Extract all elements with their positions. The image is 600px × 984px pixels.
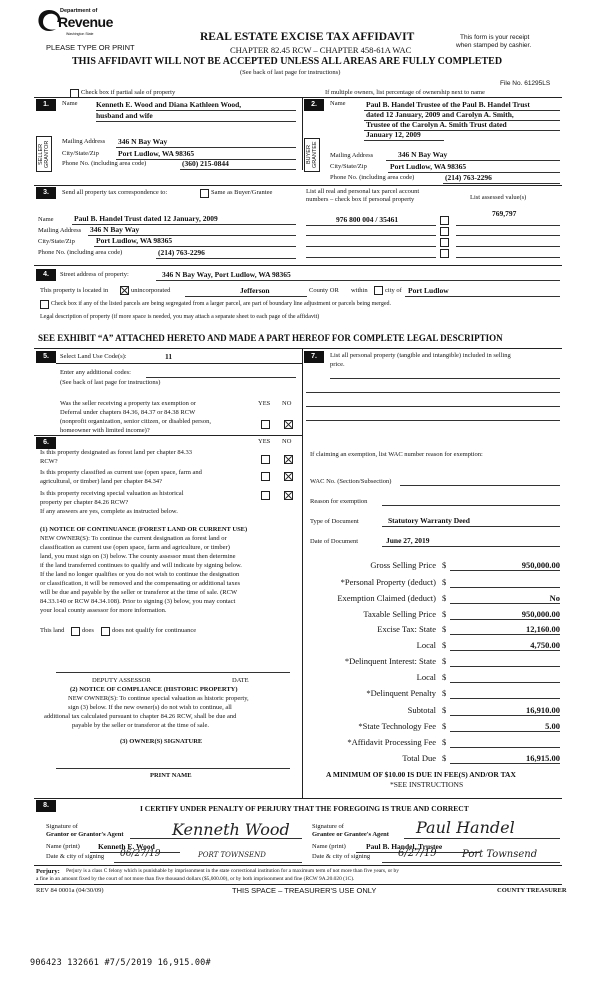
doc-date-label: Date of Document <box>310 538 359 545</box>
seller-city: Port Ludlow, WA 98365 <box>118 149 195 158</box>
exempt-yes-checkbox[interactable] <box>261 420 270 429</box>
receipt-line1: This form is your receipt <box>460 34 530 41</box>
section-5-label: 5. <box>36 351 56 363</box>
personal-prop-line1: List all personal property (tangible and intangible) included in selling <box>330 352 511 359</box>
notice1-line5: If the land no longer qualifies or you do not wish to continue the designation <box>40 571 240 578</box>
historic-q-line1: Is this property receiving special valuation as historical <box>40 490 184 497</box>
tax-value-local: 4,750.00 <box>530 640 560 650</box>
see-back-note: (See back of last page for instructions) <box>240 69 341 76</box>
section-1-label: 1. <box>36 99 56 111</box>
buyer-phone-label: Phone No. (including area code) <box>330 174 415 181</box>
buyer-city: Port Ludlow, WA 98365 <box>390 162 467 171</box>
personal-prop-line2: price. <box>330 361 345 368</box>
tax-value-taxable: 950,000.00 <box>521 609 560 619</box>
tax-label-local: Local <box>416 640 436 650</box>
parcel-header-1: List all real and personal tax parcel account <box>306 188 420 195</box>
tax-dollar-gross: $ <box>442 560 447 570</box>
grantor-date-label: Date & city of signing <box>46 853 105 860</box>
please-type: PLEASE TYPE OR PRINT <box>46 43 135 52</box>
buyer-name-line1: Paul B. Handel Trustee of the Paul B. Handel Trust <box>366 100 530 109</box>
logo-state: Washington State <box>66 32 94 36</box>
tax-value-state: 12,160.00 <box>526 624 560 634</box>
tax-label-delinq-state: *Delinquent Interest: State <box>344 656 436 666</box>
s3-name: Paul B. Handel Trust dated 12 January, 2009 <box>74 214 218 223</box>
seller-city-label: City/State/Zip <box>62 150 99 157</box>
send-correspondence-label: Send all property tax correspondence to: <box>62 189 168 196</box>
perjury-line1: Perjury is a class C felony which is punishable by imprisonment in the state correctional institution for a maximum term of not more than five years, or by <box>66 868 399 874</box>
tax-label-total: Total Due <box>402 753 436 763</box>
same-as-buyer-label: Same as Buyer/Grantee <box>211 189 273 196</box>
treasurer-stamp: 906423 132661 #7/5/2019 16,915.00# <box>30 958 211 968</box>
tax-label-subtotal: Subtotal <box>407 705 436 715</box>
tax-dollar-delinq-state: $ <box>442 656 447 666</box>
grantor-name-label: Name (print) <box>46 843 80 850</box>
section-3-label: 3. <box>36 187 56 199</box>
file-number: File No. 61295LS <box>500 80 551 87</box>
county-name: Jefferson <box>240 286 270 295</box>
seller-name-label: Name <box>62 100 78 107</box>
tax-value-gross: 950,000.00 <box>521 560 560 570</box>
doc-type-label: Type of Document <box>310 518 359 525</box>
forest-yes-checkbox[interactable] <box>261 455 270 464</box>
if-yes-note: If any answers are yes, complete as instructed below. <box>40 508 178 515</box>
notice1-line7: will be due and payable by the seller or transferor at the time of sale. (RCW <box>40 589 238 596</box>
s3-name-label: Name <box>38 216 54 223</box>
see-instructions-note: *SEE INSTRUCTIONS <box>390 780 464 789</box>
section-6-label: 6. <box>36 437 56 449</box>
seller-address-label: Mailing Address <box>62 138 106 145</box>
notice1-line3: land, you must sign on (3) below. The county assessor must then determine <box>40 553 236 560</box>
grantee-city: Port Townsend <box>462 849 538 860</box>
county-or-label: County OR <box>309 287 339 294</box>
grantor-sig-label-2: Grantor or Grantor's Agent <box>46 831 124 838</box>
street-label: Street address of property: <box>60 271 129 278</box>
assessed-value: 769,797 <box>492 209 517 218</box>
tax-dollar-local: $ <box>442 640 447 650</box>
unincorporated-checkbox[interactable] <box>120 286 129 295</box>
wac-claim-label: If claiming an exemption, list WAC number reason for exemption: <box>310 451 483 458</box>
section-7-label: 7. <box>304 351 324 363</box>
this-land-label: This land <box>40 627 65 634</box>
parcel-personal-checkbox-1[interactable] <box>440 216 449 225</box>
seller-address: 346 N Bay Way <box>118 137 168 146</box>
land-does-not-checkbox[interactable] <box>101 627 110 636</box>
warning-banner: THIS AFFIDAVIT WILL NOT BE ACCEPTED UNLESS ALL AREAS ARE FULLY COMPLETED <box>72 56 503 67</box>
form-subtitle: CHAPTER 82.45 RCW – CHAPTER 458-61A WAC <box>230 45 412 55</box>
grantor-date: 06/27/19 <box>120 849 161 859</box>
city-of-label: city of <box>385 287 402 294</box>
notice1-line9: your local county assessor for more information. <box>40 607 167 614</box>
grantee-date: 6/27/19 <box>398 848 437 859</box>
seller-side-label: SELLER GRANTOR <box>38 140 50 168</box>
s3-city: Port Ludlow, WA 98365 <box>96 236 173 245</box>
s3-phone: (214) 763-2296 <box>158 248 205 257</box>
tax-dollar-state: $ <box>442 624 447 634</box>
exempt-q1: Was the seller receiving a property tax exemption or <box>60 400 196 407</box>
tax-dollar-affidavit: $ <box>442 737 447 747</box>
print-name-label: PRINT NAME <box>150 772 192 779</box>
s3-address: 346 N Bay Way <box>90 225 140 234</box>
tax-label-gross: Gross Selling Price <box>370 560 436 570</box>
tax-dollar-delinq-local: $ <box>442 672 447 682</box>
wac-number-label: WAC No. (Section/Subsection) <box>310 478 392 485</box>
section-4-label: 4. <box>36 269 56 281</box>
unincorporated-label: unincorporated <box>131 287 171 294</box>
county-treasurer-label: COUNTY TREASURER <box>497 887 567 894</box>
notice2-line4: payable by the seller or transferor at the time of sale. <box>72 722 209 729</box>
seller-name-line2: husband and wife <box>96 111 153 120</box>
s6-no: NO <box>282 438 292 445</box>
notice1-line2: classification as current use (open space, farm and agriculture, or timber) <box>40 544 230 551</box>
land-does-label: does <box>82 627 94 634</box>
buyer-name-line3: Trustee of the Carolyn A. Smith Trust dated <box>366 120 507 129</box>
certify-statement: I CERTIFY UNDER PENALTY OF PERJURY THAT THE FOREGOING IS TRUE AND CORRECT <box>140 804 469 813</box>
tax-label-personal: *Personal Property (deduct) <box>340 577 436 587</box>
tax-dollar-tech: $ <box>442 721 447 731</box>
s3-address-label: Mailing Address <box>38 227 82 234</box>
buyer-address-label: Mailing Address <box>330 152 374 159</box>
legal-desc-label: Legal description of property (if more space is needed, you may attach a separate sheet to each page of the affidavit) <box>40 314 320 320</box>
s3-phone-label: Phone No. (including area code) <box>38 249 123 256</box>
notice2-line2: sign (3) below. If the new owner(s) do not wish to continue, all <box>68 704 232 711</box>
perjury-label: Perjury: <box>36 868 60 875</box>
tax-value-tech: 5.00 <box>545 721 560 731</box>
receipt-line2: when stamped by cashier. <box>456 42 532 49</box>
current-use-q-line1: Is this property classified as current use (open space, farm and <box>40 469 202 476</box>
tax-label-state: Excise Tax: State <box>377 624 436 634</box>
exempt-q4: homeowner with limited income)? <box>60 427 150 434</box>
tax-dollar-total: $ <box>442 753 447 763</box>
exempt-no-checkbox[interactable] <box>284 420 293 429</box>
dor-logo <box>36 6 113 40</box>
parcel-personal-checkbox-2[interactable] <box>440 227 449 236</box>
notice2-line1: NEW OWNER(S): To continue special valuation as historic property, <box>68 695 249 702</box>
rev-number: REV 84 0001a (04/30/09) <box>36 887 104 894</box>
grantee-date-label: Date & city of signing <box>312 853 371 860</box>
buyer-address: 346 N Bay Way <box>398 150 448 159</box>
current-use-yes-checkbox[interactable] <box>261 472 270 481</box>
seller-phone-label: Phone No. (including area code) <box>62 160 147 167</box>
historic-no-checkbox[interactable] <box>284 491 293 500</box>
notice1-line6: or classification, it will be removed and the compensating or additional taxes <box>40 580 240 587</box>
doc-type: Statutory Warranty Deed <box>388 516 470 525</box>
grantee-sig-label-2: Grantee or Grantee's Agent <box>312 831 389 838</box>
buyer-name-line2: dated 12 January, 2009 and Carolyn A. Smith, <box>366 110 514 119</box>
same-as-buyer-checkbox[interactable] <box>200 189 209 198</box>
tax-dollar-taxable: $ <box>442 609 447 619</box>
s5-no: NO <box>282 400 292 407</box>
tax-label-delinq-local: Local <box>416 672 436 682</box>
grantor-signature: Kenneth Wood <box>172 820 290 839</box>
notice1-line8: 84.33.140 or RCW 84.34.108). Prior to signing (3) below, you may contact <box>40 598 236 605</box>
buyer-phone: (214) 763-2296 <box>445 173 492 182</box>
grantor-sig-label-1: Signature of <box>46 823 78 830</box>
seller-name-line1: Kenneth E. Wood and Diana Kathleen Wood, <box>96 100 242 109</box>
s5-yes: YES <box>258 400 271 407</box>
notice1-line1: NEW OWNER(S): To continue the current designation as forest land or <box>40 535 227 542</box>
notice2-line3: additional tax calculated pursuant to chapter 84.26 RCW, shall be due and <box>44 713 237 720</box>
buyer-name-line4: January 12, 2009 <box>366 130 421 139</box>
exemption-reason-label: Reason for exemption <box>310 498 368 505</box>
notice2-title: (2) NOTICE OF COMPLIANCE (HISTORIC PROPERTY) <box>70 686 238 693</box>
parcel-personal-checkbox-4[interactable] <box>440 249 449 258</box>
grantor-name: Kenneth E. Wood <box>98 842 155 851</box>
buyer-side-label: BUYER GRANTEE <box>306 141 318 169</box>
tax-label-taxable: Taxable Selling Price <box>363 609 436 619</box>
tax-dollar-subtotal: $ <box>442 705 447 715</box>
tax-label-tech: *State Technology Fee <box>358 721 436 731</box>
exhibit-statement: SEE EXHIBIT “A” ATTACHED HERETO AND MADE A PART HEREOF FOR COMPLETE LEGAL DESCRIPTION <box>38 333 503 343</box>
notice1-title: (1) NOTICE OF CONTINUANCE (FOREST LAND OR CURRENT USE) <box>40 526 248 533</box>
buyer-city-label: City/State/Zip <box>330 163 367 170</box>
tax-dollar-exempt: $ <box>442 593 447 603</box>
tax-value-subtotal: 16,910.00 <box>526 705 560 715</box>
tax-dollar-penalty: $ <box>442 688 447 698</box>
segregated-checkbox[interactable] <box>40 300 49 309</box>
current-use-no-checkbox[interactable] <box>284 472 293 481</box>
tax-label-affidavit: *Affidavit Processing Fee <box>347 737 436 747</box>
buyer-side-bar <box>304 138 320 172</box>
additional-codes-label: Enter any additional codes: <box>60 369 131 376</box>
tax-value-total: 16,915.00 <box>526 753 560 763</box>
tax-dollar-personal: $ <box>442 577 447 587</box>
within-label: within <box>351 287 368 294</box>
segregated-label: Check box if any of the listed parcels are being segregated from a larger parcel, are part of boundary line adjustment or parcels being merged. <box>51 301 391 307</box>
doc-date: June 27, 2019 <box>386 536 430 545</box>
city-checkbox[interactable] <box>374 286 383 295</box>
owner-signature-label: (3) OWNER(S) SIGNATURE <box>120 738 203 745</box>
located-pre: This property is located in <box>40 287 109 294</box>
parcel-header-2: numbers – check box if personal property <box>306 196 415 203</box>
grantor-city: PORT TOWNSEND <box>198 851 266 859</box>
exempt-q2: Deferral under chapters 84.36, 84.37 or 84.38 RCW <box>60 409 196 416</box>
forest-q-line1: Is this property designated as forest land per chapter 84.33 <box>40 449 192 456</box>
forest-no-checkbox[interactable] <box>284 455 293 464</box>
grantee-name: Paul B. Handel, Trustee <box>366 842 443 851</box>
current-use-q-line2: agricultural, or timber) land per chapter 84.34? <box>40 478 163 485</box>
notice1-line4: if the land transferred continues to qualify and will indicate by signing below. <box>40 562 242 569</box>
land-does-checkbox[interactable] <box>71 627 80 636</box>
s3-city-label: City/State/Zip <box>38 238 75 245</box>
tax-label-exempt: Exemption Claimed (deduct) <box>337 593 436 603</box>
street-address: 346 N Bay Way, Port Ludlow, WA 98365 <box>162 270 291 279</box>
land-does-not-label: does not qualify for continuance <box>112 627 197 634</box>
land-use-code: 11 <box>165 352 173 361</box>
treasurer-space: THIS SPACE – TREASURER'S USE ONLY <box>232 886 377 895</box>
s6-yes: YES <box>258 438 271 445</box>
deputy-date-label: DATE <box>232 677 249 684</box>
grantee-sig-label-1: Signature of <box>312 823 344 830</box>
tax-value-exempt: No <box>549 593 560 603</box>
tax-label-penalty: *Delinquent Penalty <box>366 688 436 698</box>
assessed-header: List assessed value(s) <box>470 194 527 201</box>
exempt-q3: (nonprofit organization, senior citizen, or disabled person, <box>60 418 211 425</box>
parcel-personal-checkbox-3[interactable] <box>440 238 449 247</box>
historic-q-line2: property per chapter 84.26 RCW? <box>40 499 129 506</box>
deputy-assessor-label: DEPUTY ASSESSOR <box>92 677 151 684</box>
historic-yes-checkbox[interactable] <box>261 491 270 500</box>
seller-phone: (360) 215-0844 <box>182 159 229 168</box>
buyer-name-label: Name <box>330 100 346 107</box>
grantee-signature: Paul Handel <box>416 818 515 837</box>
s5-see-back: (See back of last page for instructions) <box>60 379 161 386</box>
logo-dept: Department of <box>60 8 98 14</box>
form-title: REAL ESTATE EXCISE TAX AFFIDAVIT <box>200 31 415 43</box>
land-use-label: Select Land Use Code(s): <box>60 353 127 360</box>
section-8-label: 8. <box>36 800 56 812</box>
perjury-line2: a fine in an amount fixed by the court of not more than five thousand dollars ($5,000.00), or by both imprisonment and fine (RCW 9A.20.020 (1C). <box>36 876 355 882</box>
seller-side-bar <box>36 136 52 172</box>
section-2-label: 2. <box>304 99 324 111</box>
minimum-fee-note: A MINIMUM OF $10.00 IS DUE IN FEE(S) AND/OR TAX <box>326 770 516 779</box>
logo-word: Revenue <box>58 14 113 30</box>
multiple-owners-note: If multiple owners, list percentage of ownership next to name <box>325 89 485 96</box>
forest-q-line2: RCW? <box>40 458 58 465</box>
parcel-number: 976 800 004 / 35461 <box>336 215 399 224</box>
partial-sale-label: Check box if partial sale of property <box>81 89 176 96</box>
city-name: Port Ludlow <box>408 286 449 295</box>
grantee-name-label: Name (print) <box>312 843 346 850</box>
